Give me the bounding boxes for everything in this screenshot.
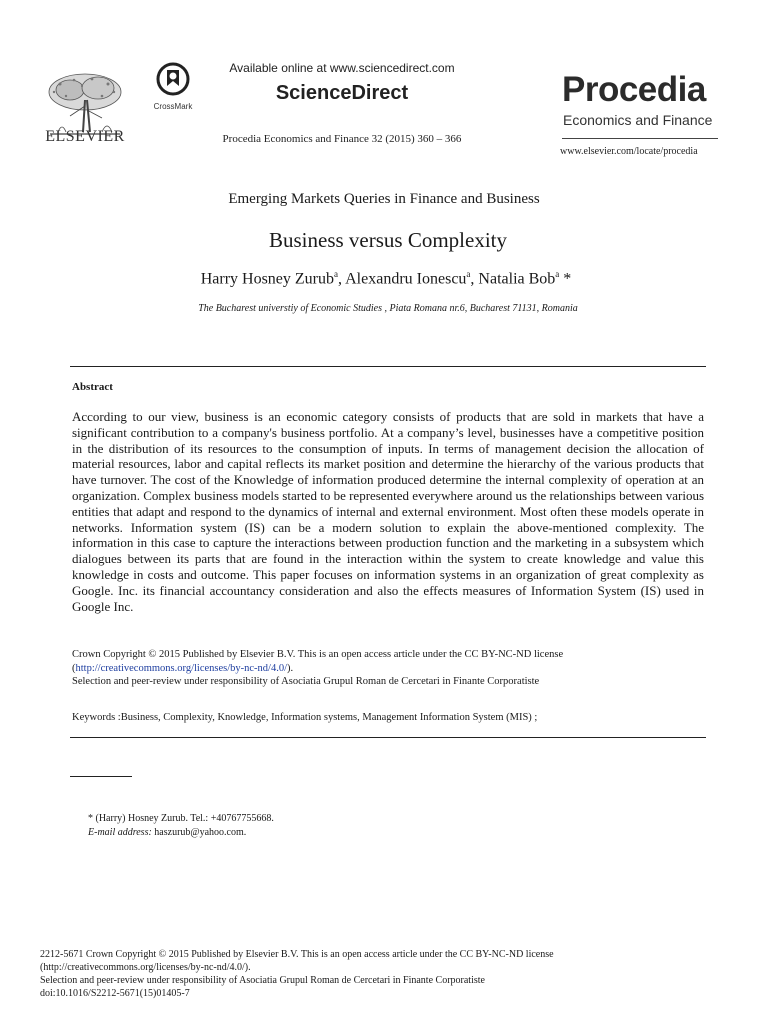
doi[interactable]: doi:10.1016/S2212-5671(15)01405-7 xyxy=(40,988,190,999)
keywords: Keywords :Business, Complexity, Knowledge, Information systems, Management Information System (MIS) ; xyxy=(72,712,538,723)
corresponding-author-mark: * xyxy=(559,270,572,288)
author-affiliation: The Bucharest universtiy of Economic Studies , Piata Romana nr.6, Bucharest 71131, Romania xyxy=(198,303,578,314)
section-divider xyxy=(70,737,706,738)
email-address[interactable]: haszurub@yahoo.com. xyxy=(154,827,247,838)
crossmark-label: CrossMark xyxy=(153,102,193,111)
article-title: Business versus Complexity xyxy=(268,228,507,252)
license-line: (http://creativecommons.org/licenses/by-nc-nd/4.0/). xyxy=(72,662,294,674)
sciencedirect-logo: ScienceDirect xyxy=(275,82,409,104)
crossmark-badge[interactable] xyxy=(150,62,196,111)
journal-reference: Procedia Economics and Finance 32 (2015) 360 – 366 xyxy=(222,133,462,145)
author-affiliation-mark: a xyxy=(466,269,471,279)
author-separator: , xyxy=(470,270,479,288)
author-name: Alexandru Ionescu xyxy=(345,270,467,288)
issn-line: 2212-5671 Crown Copyright © 2015 Published by Elsevier B.V. This is an open access article under the CC BY-NC-ND license xyxy=(40,949,554,960)
author-list xyxy=(0,269,768,288)
author-affiliation-mark: a xyxy=(555,269,560,279)
bottom-license-link[interactable]: http://creativecommons.org/licenses/by-nc-nd/4.0/ xyxy=(43,962,245,973)
license-link[interactable]: http://creativecommons.org/licenses/by-nc-nd/4.0/ xyxy=(75,662,288,674)
email-label: E-mail address: xyxy=(88,827,152,838)
crossmark-icon xyxy=(156,62,190,96)
journal-url[interactable]: www.elsevier.com/locate/procedia xyxy=(560,146,698,157)
author-affiliation-mark: a xyxy=(334,269,338,279)
author-name: Natalia Bob xyxy=(478,270,556,288)
bottom-publication-info xyxy=(40,948,740,1000)
procedia-logo-subtitle: Economics and Finance xyxy=(563,112,713,128)
available-online-text: Available online at www.sciencedirect.com xyxy=(229,61,455,75)
header-divider xyxy=(562,138,718,139)
peer-review-line: Selection and peer-review under responsibility of Asociatia Grupul Roman de Cercetari in Finante Corporatiste xyxy=(72,676,540,687)
footnote-divider xyxy=(70,776,132,777)
section-divider xyxy=(70,366,706,367)
abstract-heading: Abstract xyxy=(72,381,113,393)
email-line xyxy=(88,826,274,840)
copyright-line: Crown Copyright © 2015 Published by Elsevier B.V. This is an open access article under the CC BY-NC-ND license xyxy=(72,649,564,660)
conference-name: Emerging Markets Queries in Finance and Business xyxy=(228,191,540,207)
publisher-name: ELSEVIER xyxy=(45,128,125,145)
corresponding-author-note: * (Harry) Hosney Zurub. Tel.: +40767755668. xyxy=(88,813,274,824)
copyright-block xyxy=(72,648,712,689)
bottom-peer-review: Selection and peer-review under responsibility of Asociatia Grupul Roman de Cercetari in Finante Corporatiste xyxy=(40,975,485,986)
author-separator: , xyxy=(338,270,346,288)
abstract-text: According to our view, business is an economic category consists of products that are sold in markets that have a significant contribution to a company's business portfolio. At a company’s level, businesses have a competitive position in the distribution of its resources to the consumption of inputs. In terms of management decision the allocation of material resources, labor and capital reflects its market position and determine the hierarchy of the various products that have turnover. The cost of the Knowledge of information produced determine the internal complexity of operation at an organization. Complex business models started to be represented everywhere around us the relationships between various entities that adapt and respond to the dynamics of internal and external environment. Most often these models operate in networks. Information system (IS) can be a modern solution to explain the above-mentioned complexity. The information in this case to capture the interactions between production function and the marketing in a subsystem which dialogues between its parts that are found in the interaction within the system to create knowledge and value this knowledge in costs and outcome. This paper focuses on information systems in an organization of great complexity as Google. Inc. its financial accountancy consideration and also the effects measures of Information System (IS) used in Google Inc. xyxy=(72,409,704,614)
bottom-license-line: (http://creativecommons.org/licenses/by-nc-nd/4.0/). xyxy=(40,962,251,973)
author-name: Harry Hosney Zurub xyxy=(200,270,334,288)
footnote xyxy=(88,812,274,840)
procedia-logo-title: Procedia xyxy=(562,70,706,109)
